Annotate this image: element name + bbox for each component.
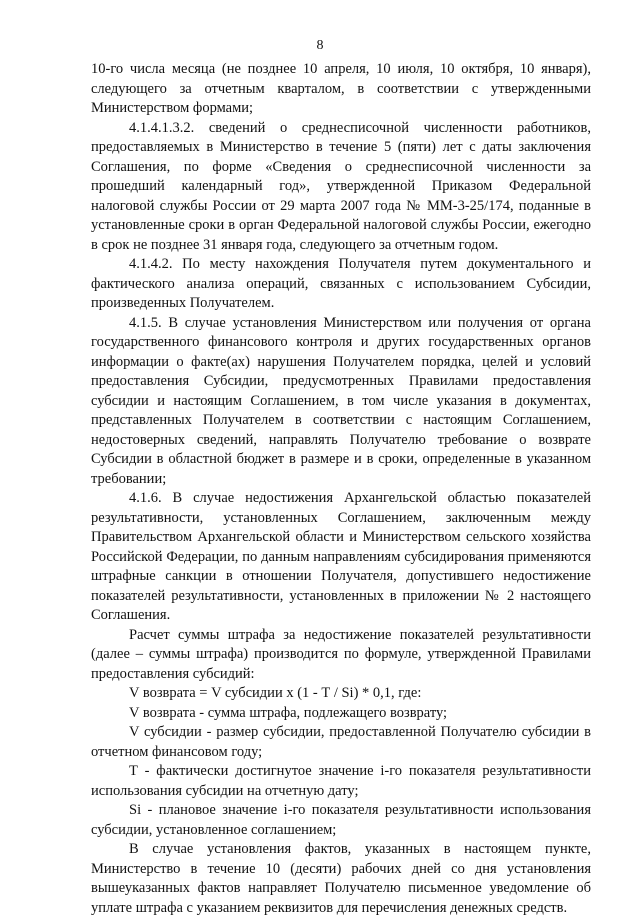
document-body (91, 60, 591, 918)
paragraph-penalty-calculation: Расчет суммы штрафа за недостижение показателей результативности (далее – суммы штрафа) производится по формуле, утвержденной Правилами предоставления субсидий: (91, 626, 591, 682)
formula-definition-v-subsidy: V субсидии - размер субсидии, предоставленной Получателю субсидии в отчетном финансовом году; (91, 724, 591, 760)
paragraph-4-1-5: 4.1.5. В случае установления Министерством или получения от органа государственного финансового контроля и других государственных органов информации о факте(ах) нарушения Получателем порядка, целей и условий предоставления Субсидии, предусмотренных Правилами предоставления субсидии и настоящим Соглашением, в том числе указания в документах, представленных Получателем в соответствии с настоящим Соглашением, недостоверных сведений, направлять Получателю требование о возврате Субсидии в областной бюджет в размере и в сроки, определенные в указанном требовании; (91, 314, 591, 487)
page-number: 8 (316, 38, 324, 53)
paragraph-4-1-4-1-3-2: 4.1.4.1.3.2. сведений о среднесписочной численности работников, предоставляемых в Министерство в течение 5 (пяти) лет с даты заключения Соглашения, по форме «Сведения о среднесписочной численности за прошедший календарный год», утвержденной Приказом Федеральной налоговой службы России от 29 марта 2007 года № ММ-3-25/174, поданные в установленные сроки в орган Федеральной налоговой службы России, ежегодно в срок не позднее 31 января года, следующего за отчетным годом. (91, 119, 591, 253)
formula-definition-t: Т - фактически достигнутое значение i-го показателя результативности использования субсидии на отчетную дату; (91, 763, 591, 799)
paragraph-4-1-6: 4.1.6. В случае недостижения Архангельской областью показателей результативности, установленных Соглашением, заключенным между Правительством Архангельской области и Министерством сельского хозяйства Российской Федерации, по данным направлениям субсидирования применяются штрафные санкции в отношении Получателя, допустившего недостижение показателей результативности, установленных в приложении № 2 настоящего Соглашения. (91, 490, 591, 623)
paragraph-notification: В случае установления фактов, указанных в настоящем пункте, Министерство в течение 10 (десяти) рабочих дней со дня установления вышеуказанных фактов направляет Получателю письменное уведомление об уплате штрафа с указанием реквизитов для перечисления денежных средств. (91, 841, 591, 916)
formula: V возврата = V субсидии х (1 - Т / Si) * 0,1, где: (129, 685, 422, 701)
formula-definition-v-return: V возврата - сумма штрафа, подлежащего возврату; (129, 704, 448, 721)
paragraph-continuation: 10-го числа месяца (не позднее 10 апреля, 10 июля, 10 октября, 10 января), следующего за отчетным кварталом, в соответствии с утвержденными Министерством формами; (91, 61, 591, 116)
formula-definition-si: Si - плановое значение i-го показателя результативности использования субсидии, установленное соглашением; (91, 802, 591, 838)
paragraph-4-1-4-2: 4.1.4.2. По месту нахождения Получателя путем документального и фактического анализа операций, связанных с использованием Субсидии, произведенных Получателем. (91, 256, 591, 311)
